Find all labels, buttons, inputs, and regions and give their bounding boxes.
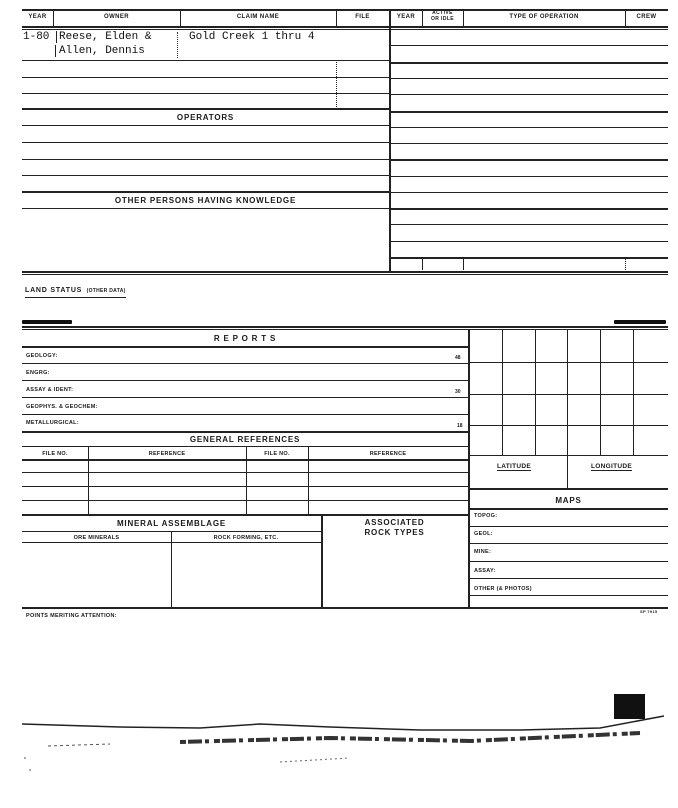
reports-title: R E P O R T S (213, 334, 277, 343)
divider (56, 31, 57, 43)
divider (22, 125, 389, 126)
operators-label: OPERATORS (176, 113, 235, 122)
associated-rock-types-line1: ASSOCIATED (364, 518, 425, 527)
divider (22, 329, 668, 330)
maps-geol: GEOL: (474, 531, 493, 537)
ref-col-reference-2: REFERENCE (369, 451, 407, 457)
entry-year: 1-80 (23, 31, 50, 43)
report-geophys: GEOPHYS. & GEOCHEM: (26, 404, 98, 410)
top-border (22, 9, 668, 11)
maps-topog: TOPOG: (474, 513, 498, 519)
divider (22, 346, 468, 348)
ref-col-file-no-1: FILE NO. (42, 451, 68, 457)
divider (502, 330, 503, 455)
divider (390, 176, 668, 177)
maps-other: OTHER (& PHOTOS) (474, 586, 532, 592)
report-metallurgical: METALLURGICAL: (26, 420, 79, 426)
divider (390, 241, 668, 242)
header-claim-name: CLAIM NAME (236, 14, 280, 20)
divider (422, 258, 423, 270)
divider (22, 607, 668, 609)
divider (390, 159, 668, 161)
report-assay-code: 30 (455, 389, 461, 395)
divider (468, 330, 470, 607)
mineral-assemblage-title: MINERAL ASSEMBLAGE (116, 519, 227, 528)
entry-claim-name: Gold Creek 1 thru 4 (189, 31, 315, 43)
divider (633, 330, 634, 455)
divider (469, 543, 668, 544)
col-rock-forming: ROCK FORMING, ETC. (213, 535, 279, 541)
divider (469, 362, 668, 363)
divider (55, 45, 56, 57)
maps-mine: MINE: (474, 549, 492, 555)
divider (336, 62, 337, 107)
divider (22, 542, 321, 543)
divider (600, 330, 601, 455)
divider (22, 77, 389, 78)
header-active-or-idle (422, 10, 463, 22)
scan-mark (22, 320, 72, 324)
divider (390, 127, 668, 128)
divider (22, 326, 668, 328)
longitude-label: LONGITUDE (591, 463, 632, 470)
divider (22, 431, 468, 433)
divider (22, 472, 468, 473)
divider (22, 142, 389, 143)
header-year-2: YEAR (396, 14, 416, 20)
associated-rock-types-line2: ROCK TYPES (364, 528, 425, 537)
header-year: YEAR (28, 14, 47, 20)
divider (22, 191, 389, 193)
torn-edge-artifact (0, 700, 678, 780)
ref-col-reference-1: REFERENCE (148, 451, 186, 457)
maps-title: MAPS (555, 496, 582, 505)
col-ore-minerals: ORE MINERALS (73, 535, 120, 541)
land-status-heading (25, 279, 126, 298)
header-type-of-operation: TYPE OF OPERATION (509, 14, 579, 20)
divider (390, 224, 668, 225)
divider (22, 271, 668, 273)
divider (390, 78, 668, 79)
divider (22, 60, 389, 61)
divider (469, 561, 668, 562)
header-underline (22, 26, 668, 28)
divider (22, 380, 468, 381)
header-crew: CREW (636, 14, 657, 20)
divider (469, 508, 668, 510)
report-engrg: ENGRG: (26, 370, 50, 376)
divider (535, 330, 536, 455)
points-meriting-attention: POINTS MERITING ATTENTION: (26, 613, 117, 619)
entry-owner-line2: Allen, Dennis (59, 45, 145, 57)
divider (469, 394, 668, 395)
divider (390, 143, 668, 144)
divider (390, 257, 668, 259)
divider (567, 330, 568, 488)
divider (469, 578, 668, 579)
divider (22, 486, 468, 487)
land-status-label: LAND STATUS (25, 287, 83, 294)
divider (22, 93, 389, 94)
divider (390, 208, 668, 210)
report-geology: GEOLOGY: (26, 353, 58, 359)
divider (22, 363, 468, 364)
divider (390, 111, 668, 113)
main-vertical-divider (389, 9, 391, 271)
divider (22, 208, 389, 209)
divider (22, 500, 468, 501)
divider (177, 32, 178, 58)
divider (22, 274, 668, 275)
scan-mark (614, 320, 666, 324)
divider (22, 459, 468, 461)
divider (390, 192, 668, 193)
header-underline-2 (22, 29, 668, 30)
report-geology-code: 48 (455, 355, 461, 361)
divider (469, 455, 668, 456)
divider (22, 159, 389, 160)
associated-rock-types (321, 518, 468, 538)
divider (469, 425, 668, 426)
divider (390, 94, 668, 95)
divider (469, 595, 668, 596)
other-persons-label: OTHER PERSONS HAVING KNOWLEDGE (114, 196, 297, 205)
divider (390, 62, 668, 64)
header-owner: OWNER (104, 14, 129, 20)
ref-col-file-no-2: FILE NO. (264, 451, 290, 457)
land-status-sublabel: (OTHER DATA) (86, 288, 126, 294)
form-number: SP 7915 (640, 609, 658, 614)
latitude-label: LATITUDE (497, 463, 532, 470)
report-assay: ASSAY & IDENT: (26, 387, 74, 393)
general-references-title: GENERAL REFERENCES (189, 435, 301, 444)
divider (22, 414, 468, 415)
header-file: FILE (355, 14, 370, 20)
header-active: ACTIVE (432, 10, 453, 16)
divider (390, 45, 668, 46)
report-metallurgical-code: 18 (457, 423, 463, 429)
maps-assay: ASSAY: (474, 568, 496, 574)
divider (22, 514, 468, 516)
divider (469, 488, 668, 490)
header-or-idle: OR IDLE (430, 16, 455, 22)
divider (469, 526, 668, 527)
entry-owner-line1: Reese, Elden & (59, 31, 152, 43)
divider (22, 175, 389, 176)
divider (625, 258, 626, 270)
divider (22, 397, 468, 398)
divider (22, 108, 389, 110)
divider (463, 258, 464, 270)
